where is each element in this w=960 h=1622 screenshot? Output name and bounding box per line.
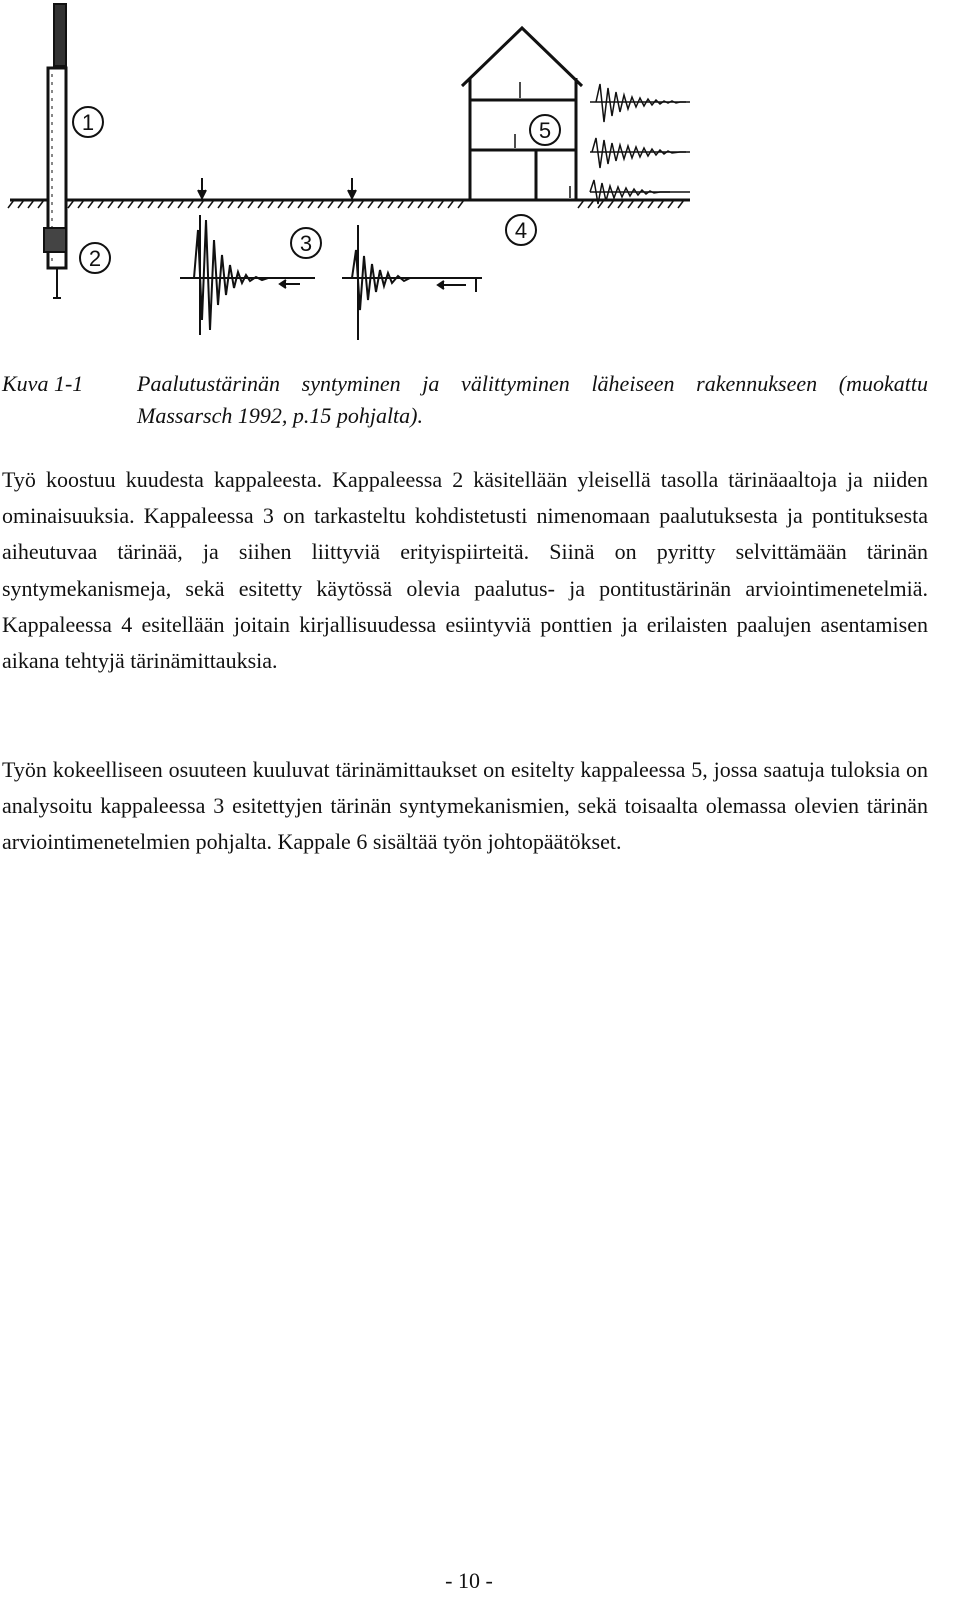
- waveform-2: [342, 225, 482, 340]
- house-waveforms: [590, 84, 690, 204]
- label-1-text: 1: [81, 110, 95, 135]
- figure-caption: [2, 368, 928, 432]
- caption-label: Kuva 1-1: [2, 371, 84, 396]
- ground-line: [8, 200, 690, 208]
- body-paragraph: Työn kokeelliseen osuuteen kuuluvat tärinämittaukset on esitelty kappaleessa 5, jossa saatuja tuloksia on analysoitu kappaleessa 3 esitettyjen tärinän syntymekanismien, sekä toisaalta olemassa olevien tärinän arviointimenetelmien pohjalta. Kappale 6 sisältää työn johtopäätökset.: [2, 757, 928, 855]
- pile-driving-vibration-figure: [0, 0, 720, 360]
- page-number: - 10 -: [445, 1568, 493, 1593]
- label-5-text: 5: [538, 118, 552, 143]
- caption-text: Paalutustärinän syntyminen ja välittyminen läheiseen rakennukseen (muokattu Massarsch 1992, p.15 pohjalta).: [137, 371, 928, 428]
- pile: [44, 4, 66, 298]
- house: [462, 28, 582, 200]
- ground-arrows: [198, 178, 356, 198]
- body-paragraph: Työ koostuu kuudesta kappaleesta. Kappaleessa 2 käsitellään yleisellä tasolla tärinäaaltoja ja niiden ominaisuuksia. Kappaleessa 3 on tarkasteltu kohdistetusti nimenomaan paalutuksesta ja pontituksesta aiheutuvaa tärinää, ja siihen liittyviä erityispiirteitä. Siinä on pyritty selvittämään tärinän syntymekanismeja, sekä esitetty käytössä olevia paalutus- ja pontitustärinän arviointimenetelmiä. Kappaleessa 4 esitellään joitain kirjallisuudessa esiintyviä ponttien ja erilaisten paalujen asentamisen aikana tehtyjä tärinämittauksia.: [2, 467, 928, 674]
- label-2-text: 2: [88, 246, 102, 271]
- label-4-text: 4: [514, 218, 528, 243]
- label-3-text: 3: [299, 231, 313, 256]
